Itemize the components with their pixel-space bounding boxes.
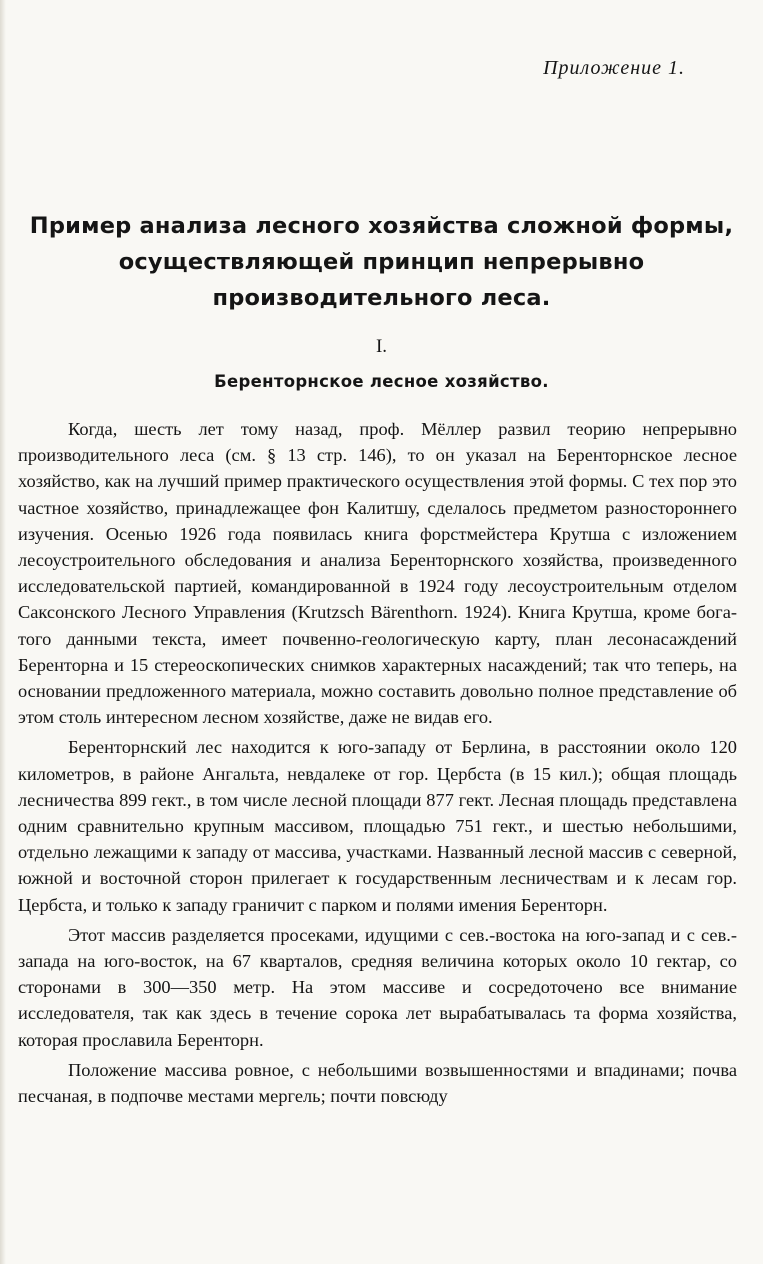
section-title: Беренторнское лесное хозяйство.: [214, 372, 549, 391]
chapter-title: Пример анализа лесного хозяйства сложной формы, осуществляющей принцип непрерывно производительного леса.: [29, 213, 734, 311]
appendix-label: Приложение 1.: [543, 57, 685, 79]
paragraph-3: Этот массив разделяется просеками, идущими с сев.-востока на юго-запад и с сев.-запада на юго-восток, на 67 кварталов, средняя величина которых около 10 гектар, со сторонами в 300—350 метр. На этом массиве и сосредоточено все внимание исследователя, так как здесь в течение сорока лет вырабатывалась та форма хозяйства, которая прославила Беренторн.: [18, 924, 737, 1050]
paragraph-2: Беренторнский лес находится к юго-западу от Берлина, в расстоянии около 120 километров, в районе Ангальта, невдалеке от гор. Цербста (в 15 кил.); общая площадь лесничества 899 гект., в том числе лесной площади 877 гект. Лесная площадь представлена одним сравнительно крупным массивом, площадью 751 гект., и шестью небольшими, отдельно лежащими к западу от массива, участками. Названный лесной массив с северной, южной и восточной сторон прилегает к государственным лесничествам и к лесам гор. Цербста, и только к западу граничит с парком и полями имения Беренторн.: [18, 737, 737, 915]
section-number: I.: [375, 336, 388, 357]
body-text: [18, 416, 737, 1109]
paragraph-4: Положение массива ровное, с небольшими возвышенностями и впадинами; почва песчаная, в подпочве местами мергель; почти повсюду: [18, 1059, 737, 1107]
page-left-edge: [0, 0, 6, 1264]
paragraph-1: Когда, шесть лет тому назад, проф. Мёллер развил теорию непрерывно производительного леса (см. § 13 стр. 146), то он указал на Беренторнское лесное хозяйство, как на лучший пример практического осуществления этой формы. С тех пор это частное хозяйство, принадлежащее фон Калитшу, сделалось предметом разностороннего изучения. Осенью 1926 года появилась книга форстмейстера Крутша с изложением лесоустроительного обследования и анализа Беренторнского хозяйства, произведенного исследовательской партией, командированной в 1924 году лесоустроительным отделом Саксонского Лесного Управления (Krutzsch Bärenthorn. 1924). Книга Крутша, кроме богатого данными текста, имеет почвенно-геологическую карту, план лесонасаждений Беренторна и 15 стереоскопических снимков характерных насаждений; так что теперь, на основании предложенного материала, можно составить довольно полное представление об этом столь интересном лесном хозяйстве, даже не видав его.: [18, 419, 737, 728]
